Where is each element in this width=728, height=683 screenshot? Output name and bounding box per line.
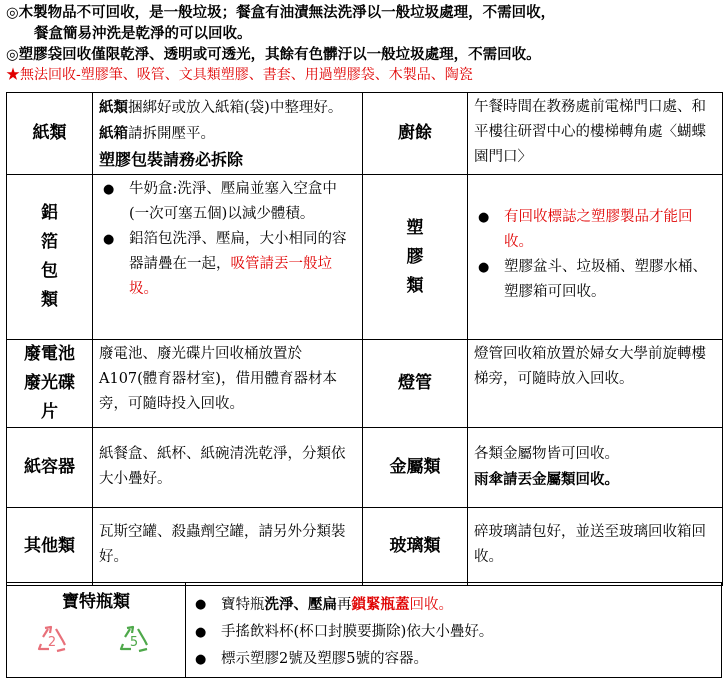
- plastic-item-1: 有回收標誌之塑膠製品才能回收。: [504, 209, 693, 250]
- glass-text: 碎玻璃請包好，並送至玻璃回收箱回收。: [468, 508, 723, 586]
- plastic-label-char: 膠: [406, 246, 424, 267]
- kitchen-text: 午餐時間在教務處前電梯門口處、和平樓往研習中心的樓梯轉角處〈蝴蝶園門口〉: [468, 93, 723, 175]
- paper-text-bold-2: 紙箱: [99, 125, 128, 142]
- recycle-code-2: 2: [47, 635, 57, 650]
- pet-line-1a: 寶特瓶: [221, 597, 265, 613]
- foil-label-char: 包: [41, 261, 58, 281]
- bullet-icon: ●: [478, 260, 490, 275]
- list-item: [474, 255, 716, 305]
- metal-text: [468, 428, 723, 508]
- category-paper: 紙類: [7, 93, 93, 175]
- foil-label-char: 鋁: [41, 203, 58, 223]
- metal-text-1: 各類金屬物皆可回收。: [474, 446, 619, 462]
- paper-text: [93, 93, 363, 175]
- metal-text-2: 雨傘請丟金屬類回收。: [474, 471, 619, 488]
- pet-line-3: 標示塑膠2號及塑膠5號的容器。: [221, 651, 428, 667]
- list-item: [99, 177, 356, 227]
- pet-line-1c: 再: [337, 597, 352, 613]
- battery-label-3: 片: [41, 402, 58, 422]
- foil-item-2-red: 吸管請丟一般垃圾。: [129, 256, 332, 297]
- plastic-label-char: 類: [406, 275, 424, 296]
- list-item: [191, 619, 711, 646]
- bullet-icon: ●: [478, 210, 490, 225]
- table-row: [7, 175, 723, 340]
- category-plastic: [363, 175, 468, 340]
- category-battery: [7, 340, 93, 428]
- recycle-2-icon: [35, 623, 69, 657]
- pet-line-1e: 回收。: [409, 597, 453, 613]
- category-kitchen-waste: 廚餘: [363, 93, 468, 175]
- category-foil: [7, 175, 93, 340]
- table-row: [7, 508, 723, 586]
- foil-list: [99, 177, 356, 302]
- foil-item-2: 鋁箔包洗淨、壓扁，大小相同的容器請疊在一起，: [129, 231, 347, 272]
- plastic-list: [474, 205, 716, 305]
- list-item: [474, 205, 716, 255]
- paper-text-2: 捆綁好或放入紙箱(袋)中整理好。: [128, 100, 343, 116]
- bullet-icon: ●: [103, 232, 115, 247]
- pet-title: 寶特瓶類: [62, 592, 130, 612]
- notice-line-4: ★無法回收-塑膠筆、吸管、文具類塑膠、書套、用過塑膠袋、木製品、陶瓷: [6, 67, 473, 83]
- plastic-text: [468, 175, 723, 340]
- table-row: [7, 93, 723, 175]
- pet-bottle-section: [6, 582, 722, 678]
- table-row: [7, 428, 723, 508]
- notice-line-2: 餐盒簡易沖洗是乾淨的可以回收。: [34, 25, 252, 42]
- category-lamp: 燈管: [363, 340, 468, 428]
- battery-text: 廢電池、廢光碟片回收桶放置於A107(體育器材室)，借用體育器材本旁，可隨時投入回收。: [93, 340, 363, 428]
- plastic-item-2: 塑膠盆斗、垃圾桶、塑膠水桶、塑膠箱可回收。: [504, 259, 707, 300]
- other-text: 瓦斯空罐、殺蟲劑空罐，請另外分類裝好。: [93, 508, 363, 586]
- pet-list: [191, 591, 711, 673]
- pet-line-1b: 洗淨、壓扁: [264, 596, 337, 613]
- notice-line-1: ◎木製物品不可回收，是一般垃圾；餐盒有油漬無法洗淨以一般垃圾處理，不需回收，: [6, 4, 556, 21]
- notice-header: [6, 2, 722, 86]
- category-other: 其他類: [7, 508, 93, 586]
- plastic-label-char: 塑: [406, 217, 424, 238]
- battery-label-1: 廢電池: [24, 344, 75, 364]
- recycling-table: [6, 92, 723, 586]
- paper-text-4: 請拆開壓平。: [128, 126, 215, 142]
- list-item: [191, 646, 711, 673]
- bullet-icon: ●: [195, 652, 207, 667]
- category-paper-container: 紙容器: [7, 428, 93, 508]
- recycle-code-5: 5: [129, 635, 139, 650]
- paper-text-emphasis: 塑膠包裝請務必拆除: [99, 150, 244, 169]
- list-item: [191, 591, 711, 619]
- notice-line-3: ◎塑膠袋回收僅限乾淨、透明或可透光，其餘有色髒汙以一般垃圾處理，不需回收。: [6, 46, 541, 63]
- pet-label-cell: [7, 583, 186, 677]
- table-row: [7, 340, 723, 428]
- bullet-icon: ●: [103, 182, 115, 197]
- foil-label-char: 類: [41, 290, 58, 310]
- foil-item-1: 牛奶盒:洗淨、壓扁並塞入空盒中(一次可塞五個)以減少體積。: [129, 181, 337, 222]
- pet-line-1d: 鎖緊瓶蓋: [351, 596, 410, 613]
- lamp-text: 燈管回收箱放置於婦女大學前旋轉樓梯旁，可隨時放入回收。: [468, 340, 723, 428]
- category-metal: 金屬類: [363, 428, 468, 508]
- bullet-icon: ●: [195, 625, 207, 640]
- battery-label-2: 廢光碟: [24, 373, 75, 393]
- list-item: [99, 227, 356, 302]
- pet-line-2: 手搖飲料杯(杯口封膜要撕除)依大小疊好。: [221, 624, 494, 640]
- paper-text-bold-1: 紙類: [99, 99, 128, 116]
- pet-text: [191, 591, 711, 673]
- category-glass: 玻璃類: [363, 508, 468, 586]
- recycle-5-icon: [117, 623, 151, 657]
- foil-text: [93, 175, 363, 340]
- paper-container-text: 紙餐盒、紙杯、紙碗清洗乾淨，分類依大小疊好。: [93, 428, 363, 508]
- foil-label-char: 箔: [41, 232, 58, 252]
- bullet-icon: ●: [195, 597, 207, 612]
